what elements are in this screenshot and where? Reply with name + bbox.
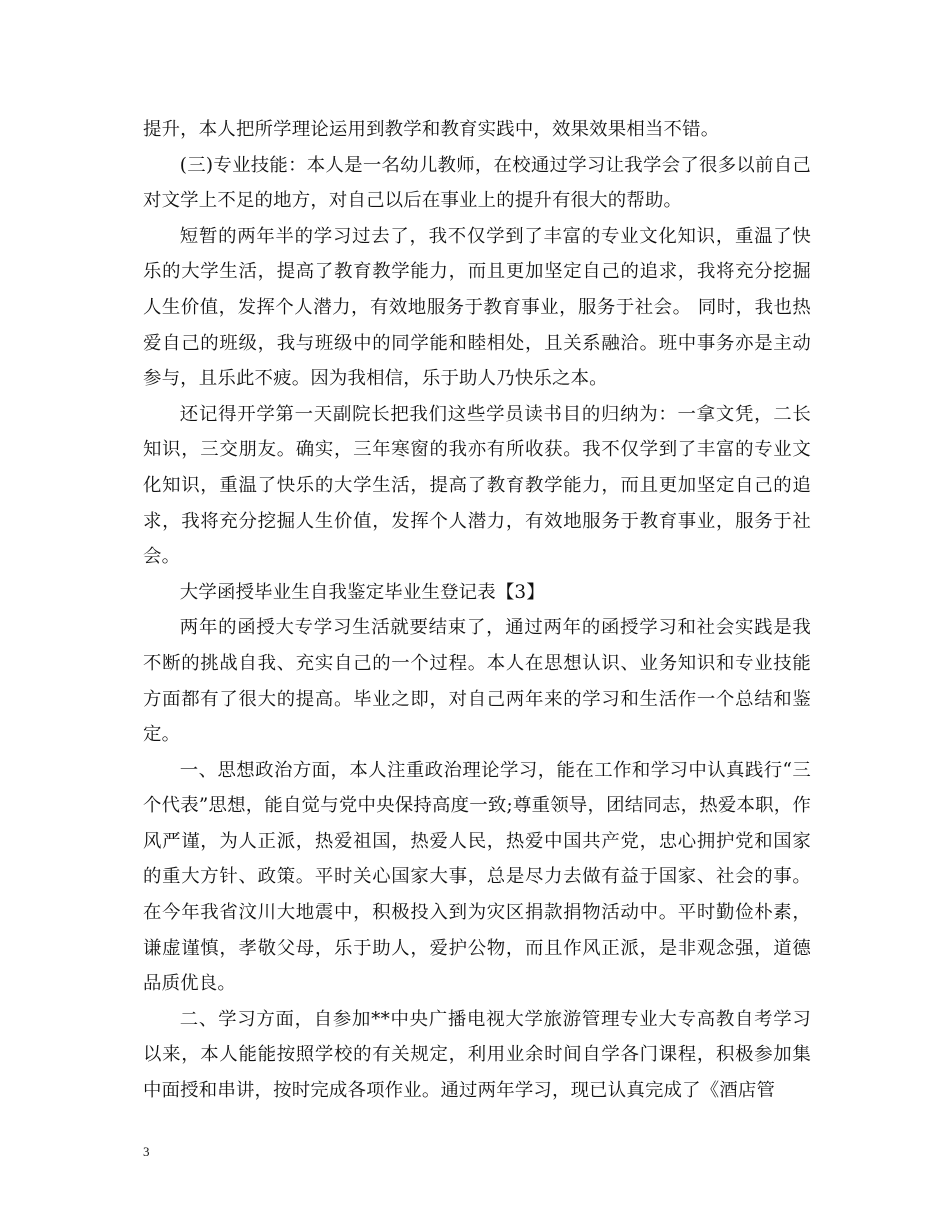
section-heading: 大学函授毕业生自我鉴定毕业生登记表【3】 [179,581,545,603]
paragraph-7: 二、学习方面，自参加**中央广播电视大学旅游管理专业大专高教自考学习以来，本人能能按照学校的有关规定，利用业余时间自学各门课程，积极参加集中面授和串讲，按时完成各项作业。通过两年学习，现已认真完成了《酒店管 [143,1008,811,1102]
paragraph-2: (三)专业技能：本人是一名幼儿教师，在校通过学习让我学会了很多以前自己对文学上不足的地方，对自己以后在事业上的提升有很大的帮助。 [143,154,811,212]
paragraph-4: 还记得开学第一天副院长把我们这些学员读书目的归纳为：一拿文凭，二长知识，三交朋友。确实，三年寒窗的我亦有所收获。我不仅学到了丰富的专业文化知识，重温了快乐的大学生活，提高了教育教学能力，而且更加坚定自己的追求，我将充分挖掘人生价值，发挥个人潜力，有效地服务于教育事业，服务于社会。 [143,403,811,568]
paragraph-1: 提升，本人把所学理论运用到教学和教育实践中，效果效果相当不错。 [143,119,720,140]
paragraph-6: 一、思想政治方面，本人注重政治理论学习，能在工作和学习中认真践行“三个代表”思想，能自觉与党中央保持高度一致;尊重领导，团结同志，热爱本职，作风严谨，为人正派，热爱祖国，热爱人民，热爱中国共产党，忠心拥护党和国家的重大方针、政策。平时关心国家大事，总是尽力去做有益于国家、社会的事。在今年我省汶川大地震中，积极投入到为灾区捐款捐物活动中。平时勤俭朴素，谦虚谨慎，孝敬父母，乐于助人，爱护公物，而且作风正派，是非观念强，道德品质优良。 [143,759,811,995]
document-body [143,112,811,1109]
page-number: 3 [143,1144,150,1159]
paragraph-5: 两年的函授大专学习生活就要结束了，通过两年的函授学习和社会实践是我不断的挑战自我、充实自己的一个过程。本人在思想认识、业务知识和专业技能方面都有了很大的提高。毕业之即，对自己两年来的学习和生活作一个总结和鉴定。 [143,617,811,746]
paragraph-3: 短暂的两年半的学习过去了，我不仅学到了丰富的专业文化知识，重温了快乐的大学生活，提高了教育教学能力，而且更加坚定自己的追求，我将充分挖掘人生价值，发挥个人潜力，有效地服务于教育事业，服务于社会。 同时，我也热爱自己的班级，我与班级中的同学能和睦相处，且关系融洽。班中事务亦是主动参与，且乐此不疲。因为我相信，乐于助人乃快乐之本。 [143,225,811,390]
